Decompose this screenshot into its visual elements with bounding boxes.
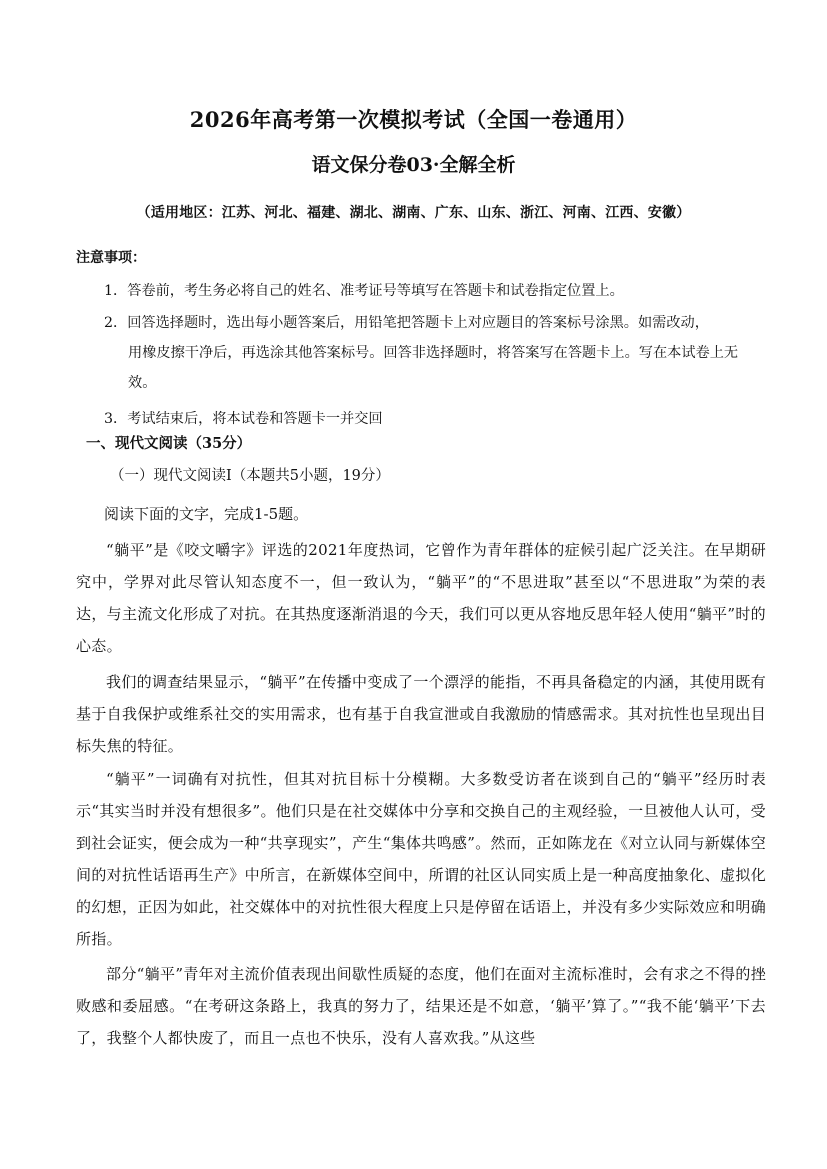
passage-paragraph-1: “躺平”是《咬文嚼字》评选的2021年度热词，它曾作为青年群体的症候引起广泛关注。在早期研究中，学界对此尽管认知态度不一，但一致认为，“躺平”的“不思进取”甚至以“不思进取”为荣的表达，与主流文化形成了对抗。在其热度逐渐消退的今天，我们可以更从容地反思年轻人使用“躺平”时的心态。 [76,541,766,655]
passage-paragraph-4: 部分“躺平”青年对主流价值表现出间歇性质疑的态度，他们在面对主流标准时，会有求之不得的挫败感和委屈感。“在考研这条路上，我真的努力了，结果还是不如意，‘躺平’算了。”“我不能‘躺平’下去了，我整个人都快废了，而且一点也不快乐，没有人喜欢我。”从这些 [76,965,766,1047]
note-item-2-continuation: 用橡皮擦干净后，再选涂其他答案标号。回答非选择题时，将答案写在答题卡上。写在本试卷上无效。 [128,345,739,391]
passage-paragraph-3: “躺平”一词确有对抗性，但其对抗目标十分模糊。大多数受访者在谈到自己的“躺平”经历时表示“其实当时并没有想很多”。他们只是在社交媒体中分享和交换自己的主观经验，一旦被他人认可，受到社会证实，便会成为一种“共享现实”，产生“集体共鸣感”。然而，正如陈龙在《对立认同与新媒体空间的对抗性话语再生产》中所言，在新媒体空间中，所谓的社区认同实质上是一种高度抽象化、虚拟化的幻想，正因为如此，社交媒体中的对抗性很大程度上只是停留在话语上，并没有多少实际效应和明确所指。 [76,770,766,948]
note-item-3: 3．考试结束后，将本试卷和答题卡一并交回 [104,411,383,427]
subsection-heading: （一）现代文阅读Ⅰ（本题共5小题，19分） [110,468,390,484]
notes-heading: 注意事项： [76,250,146,266]
exam-title: 2026年高考第一次模拟考试（全国一卷通用） [189,107,638,132]
reading-instruction: 阅读下面的文字，完成1-5题。 [104,505,309,523]
passage-paragraph-2: 我们的调查结果显示，“躺平”在传播中变成了一个漂浮的能指，不再具备稳定的内涵，其使用既有基于自我保护或维系社交的实用需求，也有基于自我宣泄或自我激励的情感需求。其对抗性也呈现出目标失焦的特征。 [76,673,766,755]
note-item-1: 1．答卷前，考生务必将自己的姓名、准考证号等填写在答题卡和试卷指定位置上。 [104,283,624,299]
applicable-regions: （适用地区：江苏、河北、福建、湖北、湖南、广东、山东、浙江、河南、江西、安徽） [136,205,691,221]
note-item-2 [104,308,764,398]
note-item-2-first-line: 2．回答选择题时，选出每小题答案后，用铅笔把答题卡上对应题目的答案标号涂黑。如需改动， [104,315,709,331]
section-heading: 一、现代文阅读（35分） [86,435,252,452]
exam-subtitle: 语文保分卷03·全解全析 [311,154,516,176]
